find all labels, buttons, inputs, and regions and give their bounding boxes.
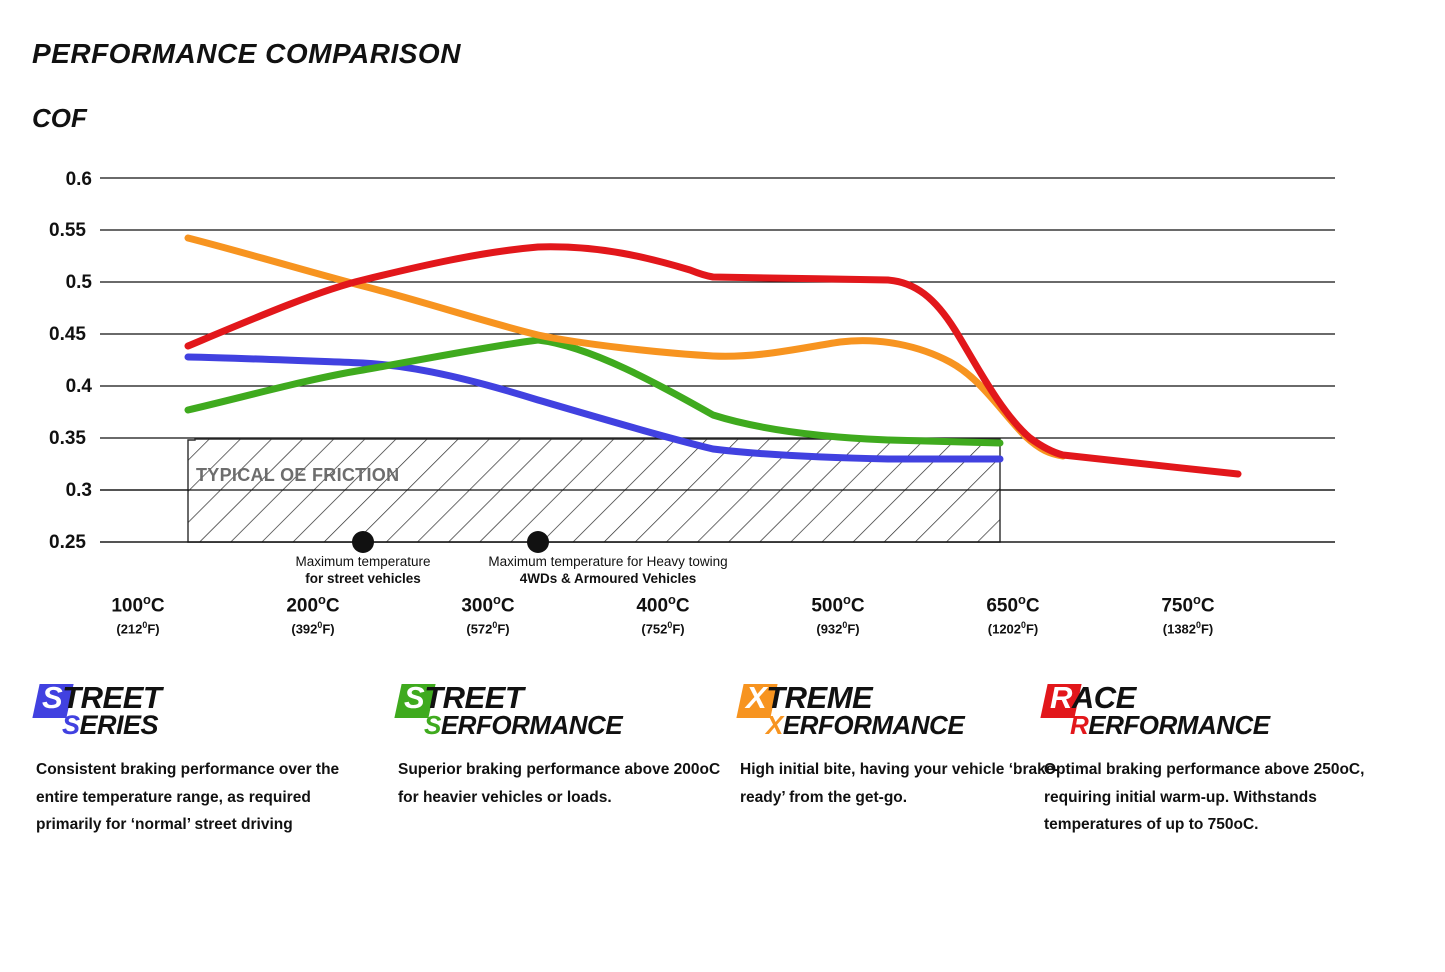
typical-oe-friction-label: TYPICAL OE FRICTION [196, 465, 400, 485]
x-tick-label-fahrenheit: $(572^0F)$ [466, 620, 510, 637]
max-temp-marker-towing [527, 531, 549, 553]
logo-badge-letter-2: S [62, 710, 80, 740]
x-tick-300c [418, 592, 558, 637]
x-tick-label-celsius: 400$^o$C [636, 592, 690, 617]
legend-description: High initial bite, having your vehicle ‘brake-ready’ from the get-go. [740, 761, 1060, 806]
annotation-line-1: Maximum temperature [295, 554, 431, 569]
x-tick-label-fahrenheit: $(752^0F)$ [641, 620, 685, 637]
logo-badge-letter: X [746, 680, 767, 715]
logo-line-1-text: TREET [424, 680, 524, 715]
logo-badge-letter: S [404, 680, 425, 715]
annotation-line-2: for street vehicles [305, 570, 421, 586]
y-tick-label: 0.6 [65, 169, 92, 190]
y-tick-label: 0.35 [49, 428, 86, 449]
y-axis-title: COF [32, 103, 87, 133]
x-tick-400c [593, 592, 733, 637]
series-line-street-performance [188, 340, 1000, 443]
y-tick-label: 0.4 [65, 376, 92, 397]
logo-street-series [36, 682, 366, 750]
x-tick-200c [243, 592, 383, 637]
annotation-max-temp-towing [398, 554, 818, 588]
y-tick-label: 0.45 [49, 324, 86, 345]
max-temp-marker-street [352, 531, 374, 553]
x-tick-750c [1118, 592, 1258, 637]
logo-line-2 [424, 710, 622, 741]
y-tick-label: 0.25 [49, 532, 86, 553]
logo-race-performance [1044, 682, 1374, 750]
legend-description: Consistent braking performance over the entire temperature range, as required primarily for ‘normal’ street driving [36, 761, 340, 834]
x-tick-label-fahrenheit: (1382$^0$F) [1162, 620, 1214, 637]
x-tick-label-fahrenheit: $(932^0F)$ [816, 620, 860, 637]
logo-line-2-text: ERFORMANCE [782, 710, 965, 740]
legend-description: Optimal braking performance above 250oC, requiring initial warm-up. Withstands temperatures of up to 750oC. [1044, 761, 1365, 834]
x-tick-label-celsius: 200$^o$C [286, 592, 340, 617]
x-tick-100c [68, 592, 208, 637]
x-axis [0, 592, 1445, 652]
legend-item-street-series [36, 682, 366, 839]
logo-badge-letter: R [1050, 680, 1072, 715]
logo-line-1-text: ACE [1071, 680, 1136, 715]
x-tick-label-fahrenheit: $(392^0F)$ [291, 620, 335, 637]
chart-area [0, 150, 1445, 586]
x-tick-label-celsius: 650$^o$C [986, 592, 1040, 617]
logo-badge-letter-2: S [424, 710, 441, 740]
x-tick-label-celsius: 100$^o$C [111, 592, 165, 617]
legend-description: Superior braking performance above 200oC for heavier vehicles or loads. [398, 761, 721, 806]
logo-line-2-text: ERIES [79, 710, 159, 740]
product-legend [0, 682, 1445, 952]
annotation-line-1: Maximum temperature for Heavy towing [488, 554, 728, 569]
x-tick-label-celsius: 300$^o$C [461, 592, 515, 617]
y-tick-label: 0.5 [65, 272, 92, 293]
legend-item-race-performance [1044, 682, 1374, 839]
x-tick-label-fahrenheit: $(212^0F)$ [116, 620, 160, 637]
logo-line-2 [62, 710, 158, 741]
logo-line-2 [1070, 710, 1270, 741]
y-tick-label: 0.55 [49, 220, 86, 241]
logo-street-performance [398, 682, 728, 750]
page-title: PERFORMANCE COMPARISON [32, 38, 461, 69]
x-tick-label-celsius: 750$^o$C [1161, 592, 1215, 617]
y-tick-label: 0.3 [65, 480, 92, 501]
logo-badge-letter-2: R [1070, 710, 1089, 740]
x-tick-650c [943, 592, 1083, 637]
logo-line-1-text: TREME [766, 680, 873, 715]
legend-item-xtreme-performance [740, 682, 1060, 811]
logo-line-2 [766, 710, 964, 741]
x-tick-label-fahrenheit: (1202$^0$F) [987, 620, 1039, 637]
logo-badge-letter: S [42, 680, 63, 715]
x-tick-500c [768, 592, 908, 637]
legend-item-street-performance [398, 682, 728, 811]
plot-svg [0, 150, 1445, 570]
x-tick-label-celsius: 500$^o$C [811, 592, 865, 617]
annotation-line-2: 4WDs & Armoured Vehicles [519, 570, 697, 586]
logo-badge-letter-2: X [766, 710, 783, 740]
logo-line-1-text: TREET [62, 680, 162, 715]
logo-line-2-text: ERFORMANCE [440, 710, 623, 740]
logo-xtreme-performance [740, 682, 1060, 750]
logo-line-2-text: ERFORMANCE [1088, 710, 1270, 740]
